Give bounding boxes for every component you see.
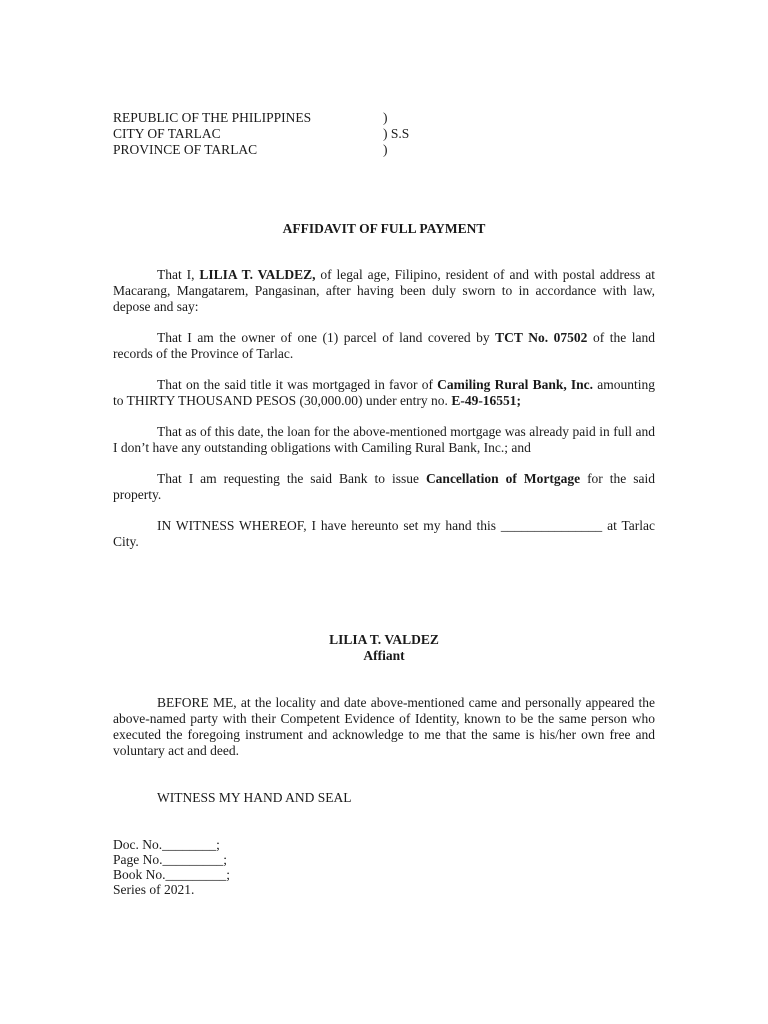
text-run: That on the said title it was mortgaged in favor of xyxy=(157,377,438,392)
venue-republic: REPUBLIC OF THE PHILIPPINES xyxy=(113,110,312,125)
paragraph-witness-whereof xyxy=(113,518,655,550)
text-run: That as of this date, the loan for the above-mentioned mortgage was already paid in full and I don’t have any outstanding obligations with Camiling Rural Bank, Inc.; and xyxy=(113,424,655,455)
text-run: That I am requesting the said Bank to issue xyxy=(157,471,426,486)
doc-number: Doc. No.________; xyxy=(113,837,220,852)
affiant-name: LILIA T. VALDEZ xyxy=(329,632,439,647)
text-run: IN WITNESS WHEREOF, I have hereunto set my hand this _______________ at Tarlac City. xyxy=(113,518,655,549)
cancellation-term: Cancellation of Mortgage xyxy=(425,471,581,486)
series-year: Series of 2021. xyxy=(113,882,195,897)
paragraph-ownership xyxy=(113,330,655,362)
text-run: of the land records of the Province of Tarlac. xyxy=(113,330,656,361)
notarial-register xyxy=(113,837,230,897)
text-run: That I am the owner of one (1) parcel of land covered by xyxy=(157,330,496,345)
affiant-name-inline: LILIA T. VALDEZ, xyxy=(199,267,316,282)
entry-number: E-49-16551; xyxy=(451,393,522,408)
paragraph-request xyxy=(113,471,655,503)
paragraph-identity xyxy=(113,267,655,315)
text-run: BEFORE ME, at the locality and date above-mentioned came and personally appeared the above-named party with their Competent Evidence of Identity, known to be the same person who executed the foregoing instrument and acknowledge to me that the same is his/her own free and voluntary act and deed. xyxy=(113,695,655,758)
text-run: of legal age, Filipino, resident of and with postal address at Macarang, Mangatarem, Pangasinan, after having been duly sworn to in accordance with law, depose and say: xyxy=(113,267,655,314)
venue-province: PROVINCE OF TARLAC xyxy=(113,142,258,157)
venue-row xyxy=(113,126,409,142)
bank-name: Camiling Rural Bank, Inc. xyxy=(437,377,594,392)
affidavit-body xyxy=(113,267,655,565)
venue-bracket: ) xyxy=(383,142,388,157)
venue-block xyxy=(113,110,409,158)
book-number: Book No._________; xyxy=(113,867,231,882)
venue-city: CITY OF TARLAC xyxy=(113,126,221,141)
page-number: Page No._________; xyxy=(113,852,227,867)
venue-row xyxy=(113,142,409,158)
text-run: for the said property. xyxy=(113,471,655,502)
witness-hand-seal: WITNESS MY HAND AND SEAL xyxy=(157,790,352,805)
text-run: amounting to THIRTY THOUSAND PESOS (30,000.00) under entry no. xyxy=(113,377,655,408)
affiant-label: Affiant xyxy=(363,648,405,663)
acknowledgment-block xyxy=(113,695,655,774)
tct-number: TCT No. 07502 xyxy=(495,330,588,345)
paragraph-mortgage xyxy=(113,377,655,409)
paragraph-paid xyxy=(113,424,655,456)
venue-bracket: ) xyxy=(383,110,388,125)
venue-ss: ) S.S xyxy=(383,126,410,141)
venue-row xyxy=(113,110,409,126)
signature-block xyxy=(113,632,655,664)
document-title: AFFIDAVIT OF FULL PAYMENT xyxy=(282,221,486,236)
paragraph-acknowledgment xyxy=(113,695,655,759)
text-run: That I, xyxy=(157,267,200,282)
